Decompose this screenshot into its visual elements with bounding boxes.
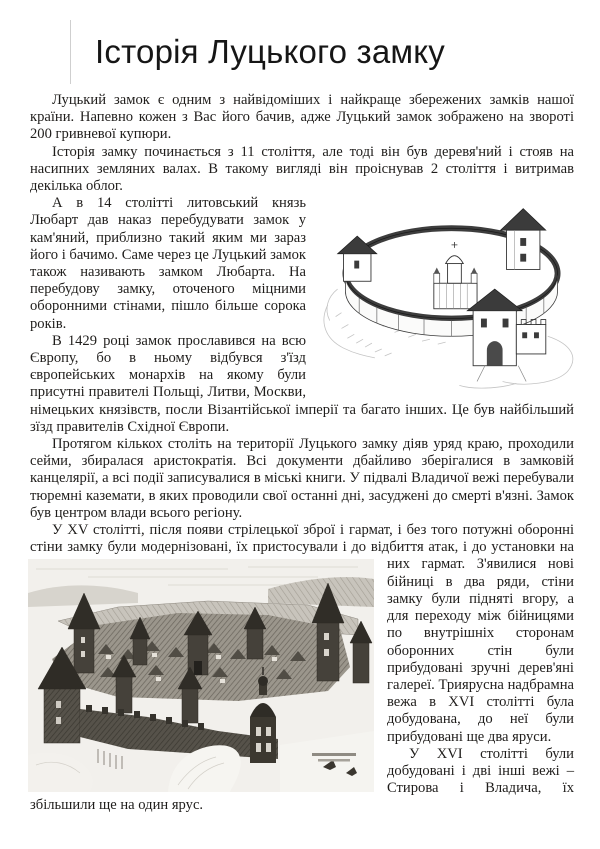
castle-illustration-svg xyxy=(314,197,590,394)
paragraph-modernization-part-a: У XV столітті, після появи стрілецької зброї і гармат, і без того потужні оборонні стіни замку були модернізовані, їх пристосували і до відбиття атак, і до установки на xyxy=(30,522,574,556)
engraving-caption-line xyxy=(312,753,356,756)
article-body xyxy=(0,84,600,815)
paragraph-congress: В 1429 році замок прославився на всю Європу, бо в ньому відбувся з'їзд європейських монархів на якому були присутні правителі Польщі, Литви, Москви, німецьких князівств, посли Візантійської імперії та багато інших. Це був найбільший зїзд правителів Східної Європи. xyxy=(30,332,574,435)
page-title: Історія Луцького замку xyxy=(95,33,445,70)
title-block xyxy=(70,20,600,84)
paragraph-modernization xyxy=(30,522,574,746)
paragraph-wooden-castle: Історія замку починається з 11 століття, але тоді він був деревя'ний і стояв на насипних земляних валах. В такому вигляді він проіснував 2 століття і витримав декілька облог. xyxy=(30,143,574,195)
paragraph-government: Протягом кількох століть на території Луцького замку діяв уряд краю, проходили сейми, збиралася аристократія. Всі документи дбайливо зберігалися в замковій канцелярії, а всі події записувалися в міські книги. У підвалі Владичої вежі перебували тюремні каземати, в яких проводили свої останні дні, засуджені до смерті в'язні. Замок був центром влади всього регіону. xyxy=(30,436,574,521)
paragraph-towers: У XVI столітті були добудовані і дві інші вежі – Стирова і Владича, їх збільшили ще на один ярус. xyxy=(30,745,574,814)
castle-line-drawing xyxy=(314,197,590,394)
city-engraving-svg xyxy=(28,559,374,792)
engraving-caption-line xyxy=(318,759,350,762)
paragraph-intro: Луцький замок є одним з найвідоміших і найкраще збережених замків нашої країни. Напевно кожен з Вас його бачив, адже Луцький замок зображено на звороті 200 гривневої купюри. xyxy=(30,92,574,143)
paragraph-lubart: А в 14 столітті литовський князь Любарт дав наказ перебудувати замок у кам'яний, приблизно такий яким ми зараз його і бачимо. Саме через це Луцький замок також називають замком Любарта. На перебудову замку, оточеного міцними оборонними стінами, пішло більше сорока років. xyxy=(30,195,306,332)
old-city-engraving xyxy=(28,559,374,792)
paragraph-modernization-part-b: них гармат. З'явилися нові бійниці в два ряди, стіни замку були підняті вгору, а для переходу між бійницями по внутрішніх сторонам оборонних стін були прибудовані зручні дерев'яні галереї. Триярусна надбрамна вежа в XVI столітті була добудована, до неї були прибудовані ще два яруси. xyxy=(387,556,574,745)
north-tower xyxy=(501,209,546,270)
